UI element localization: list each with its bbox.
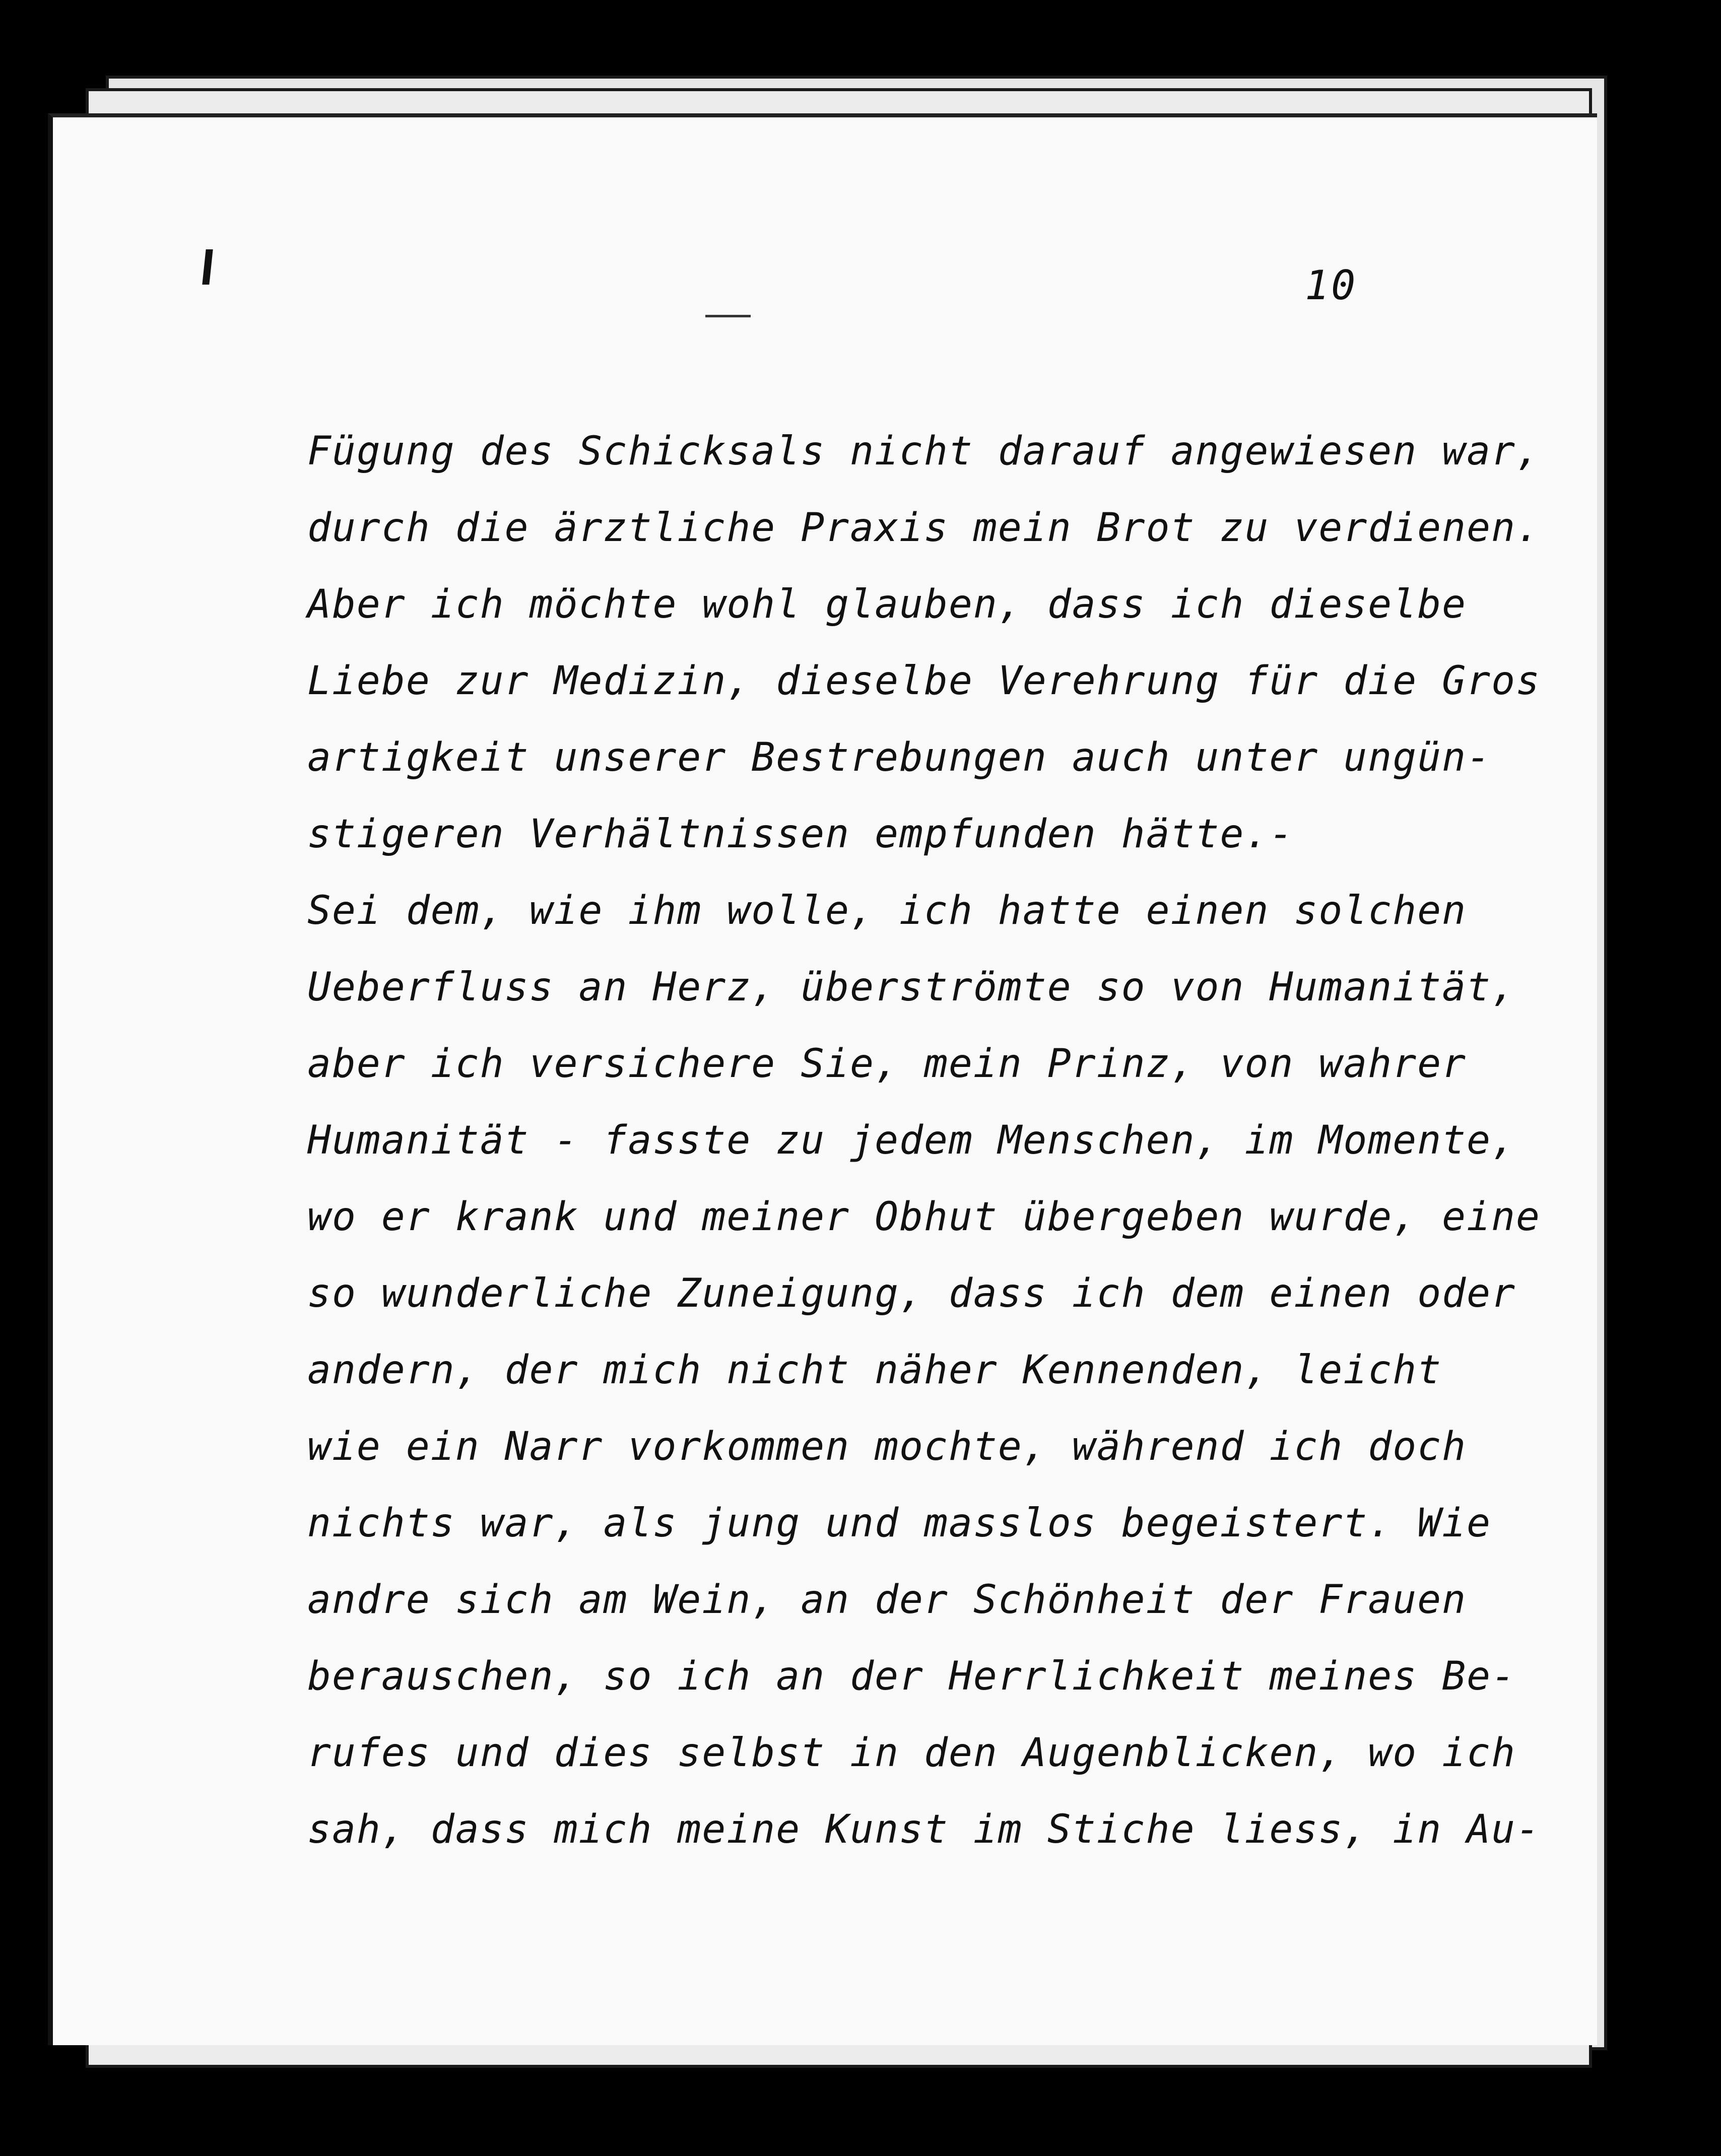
- text-line: Aber ich möchte wohl glauben, dass ich dieselbe: [307, 582, 1467, 627]
- text-line: andre sich am Wein, an der Schönheit der Frauen: [307, 1577, 1467, 1623]
- page-number: 10: [1305, 262, 1358, 309]
- text-line: andern, der mich nicht näher Kennenden, leicht: [307, 1348, 1442, 1393]
- typed-text-body: [307, 413, 1542, 1868]
- text-line: wo er krank und meiner Obhut übergeben wurde, eine: [307, 1194, 1541, 1240]
- text-line: rufes und dies selbst in den Augenblicken, wo ich: [307, 1730, 1516, 1776]
- text-line: Humanität - fasste zu jedem Menschen, im Momente,: [307, 1118, 1516, 1163]
- text-line: nichts war, als jung und masslos begeistert. Wie: [307, 1501, 1492, 1546]
- text-line: sah, dass mich meine Kunst im Stiche liess, in Au-: [307, 1807, 1541, 1852]
- text-line: berauschen, so ich an der Herrlichkeit meines Be-: [307, 1654, 1516, 1699]
- text-line: durch die ärztliche Praxis mein Brot zu verdienen.: [307, 505, 1541, 551]
- text-line: stigeren Verhältnissen empfunden hätte.-: [307, 812, 1294, 857]
- dash-mark: [705, 315, 751, 317]
- text-line: wie ein Narr vorkommen mochte, während ich doch: [307, 1424, 1467, 1469]
- text-line: artigkeit unserer Bestrebungen auch unter ungün-: [307, 735, 1492, 780]
- text-line: Sei dem, wie ihm wolle, ich hatte einen solchen: [307, 888, 1467, 933]
- text-line: Fügung des Schicksals nicht darauf angewiesen war,: [307, 429, 1541, 474]
- text-line: Liebe zur Medizin, dieselbe Verehrung für die Gros: [307, 658, 1541, 704]
- text-line: so wunderliche Zuneigung, dass ich dem einen oder: [307, 1271, 1516, 1316]
- text-line: aber ich versichere Sie, mein Prinz, von wahrer: [307, 1041, 1467, 1087]
- text-line: Ueberfluss an Herz, überströmte so von Humanität,: [307, 965, 1516, 1010]
